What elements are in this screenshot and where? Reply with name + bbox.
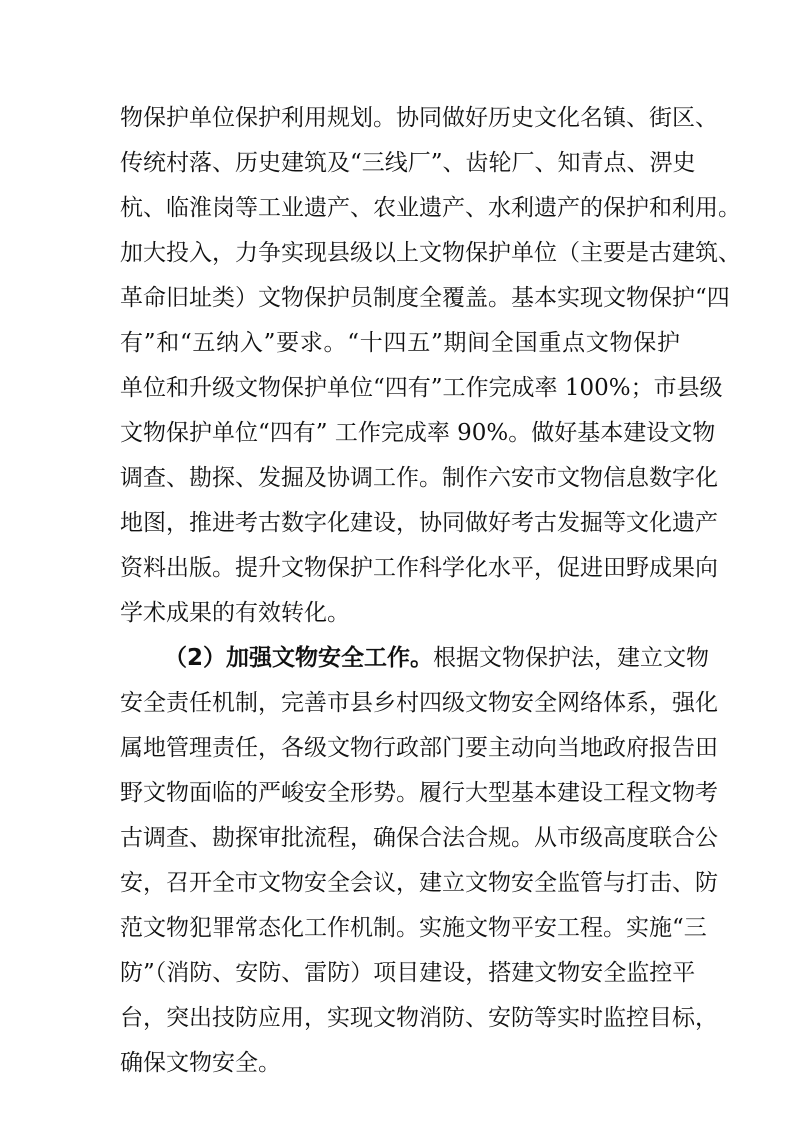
paragraph-2-line-10: 确保文物安全。 bbox=[120, 1050, 281, 1076]
paragraph-2-line-7: 范文物犯罪常态化工作机制。实施文物平安工程。实施“三 bbox=[120, 915, 707, 941]
paragraph-1-line-1: 物保护单位保护利用规划。协同做好历史文化名镇、街区、 bbox=[120, 105, 718, 131]
paragraph-1-line-3: 杭、临淮岗等工业遗产、农业遗产、水利遗产的保护和利用。 bbox=[120, 195, 741, 221]
paragraph-1-line-9: 调查、勘探、发掘及协调工作。制作六安市文物信息数字化 bbox=[120, 465, 718, 491]
paragraph-1-line-7: 单位和升级文物保护单位“四有”工作完成率 100%；市县级 bbox=[120, 375, 723, 401]
paragraph-2-line-6: 安，召开全市文物安全会议，建立文物安全监管与打击、防 bbox=[120, 870, 718, 896]
paragraph-1-line-6: 有”和“五纳入”要求。“十四五”期间全国重点文物保护 bbox=[120, 330, 680, 356]
paragraph-1-line-10: 地图，推进考古数字化建设，协同做好考古发掘等文化遗产 bbox=[120, 510, 718, 536]
paragraph-2-line-5: 古调查、勘探审批流程，确保合法合规。从市级高度联合公 bbox=[120, 825, 718, 851]
paragraph-1-line-2: 传统村落、历史建筑及“三线厂”、齿轮厂、知青点、淠史 bbox=[120, 150, 696, 176]
paragraph-1-line-4: 加大投入，力争实现县级以上文物保护单位（主要是古建筑、 bbox=[120, 240, 741, 266]
paragraph-2-first-line bbox=[164, 639, 710, 677]
paragraph-2-line-9: 台，突出技防应用，实现文物消防、安防等实时监控目标， bbox=[120, 1005, 718, 1031]
paragraph-2-line-4: 野文物面临的严峻安全形势。履行大型基本建设工程文物考 bbox=[120, 780, 718, 806]
paragraph-1-line-12: 学术成果的有效转化。 bbox=[120, 600, 350, 626]
section-2-heading: （2）加强文物安全工作。 bbox=[164, 645, 434, 671]
paragraph-2-line-2: 安全责任机制，完善市县乡村四级文物安全网络体系，强化 bbox=[120, 690, 718, 716]
paragraph-2-line-8: 防”（消防、安防、雷防）项目建设，搭建文物安全监控平 bbox=[120, 960, 696, 986]
paragraph-2-line-1: 根据文物保护法，建立文物 bbox=[433, 645, 710, 671]
paragraph-1-line-8: 文物保护单位“四有” 工作完成率 90%。做好基本建设文物 bbox=[120, 420, 716, 446]
paragraph-1-line-5: 革命旧址类）文物保护员制度全覆盖。基本实现文物保护“四 bbox=[120, 285, 730, 311]
paragraph-2-line-3: 属地管理责任，各级文物行政部门要主动向当地政府报告田 bbox=[120, 735, 718, 761]
paragraph-1-line-11: 资料出版。提升文物保护工作科学化水平，促进田野成果向 bbox=[120, 555, 718, 581]
